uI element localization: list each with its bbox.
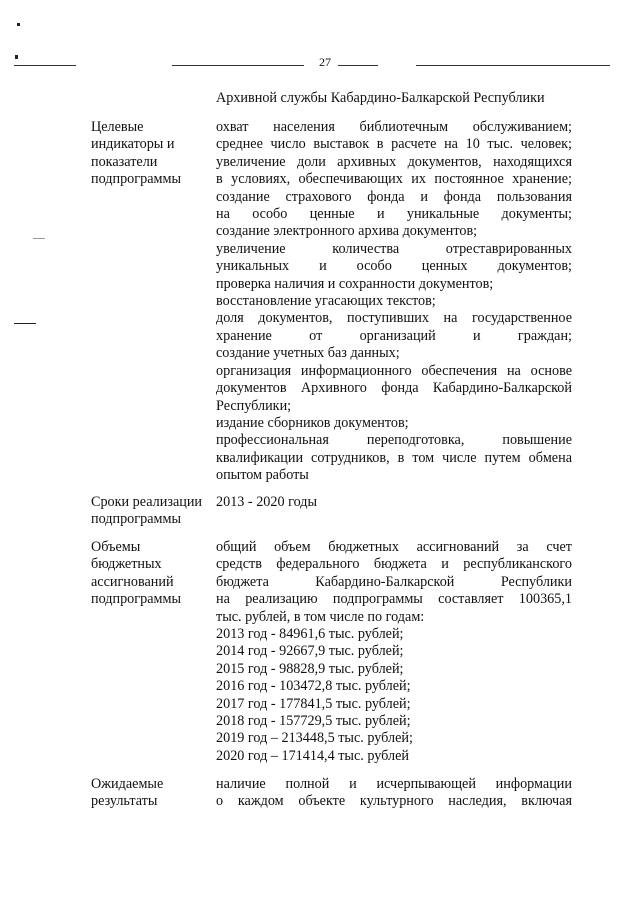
text-line: квалификации сотрудников, в том числе путем обмена [216, 449, 572, 466]
text-line: 2013 - 2020 годы [216, 494, 318, 510]
text-line: средств федерального бюджета и республиканского [216, 556, 572, 573]
text-line: увеличение количества отреставрированных [216, 240, 572, 257]
row-label [91, 494, 213, 529]
row-content [216, 494, 572, 511]
text-line: подпрограммы [91, 171, 181, 188]
continuation-text: Архивной службы Кабардино-Балкарской Республики [216, 90, 545, 106]
text-line: 2016 год - 103472,8 тыс. рублей; [216, 678, 411, 695]
text-line: создание страхового фонда и фонда пользования [216, 188, 572, 205]
scan-mark [17, 23, 20, 26]
text-line: 2014 год - 92667,9 тыс. рублей; [216, 643, 404, 660]
text-line: Объемы [91, 539, 141, 555]
scan-mark [33, 238, 45, 239]
text-line: создание учетных баз данных; [216, 345, 400, 362]
row-content [216, 539, 572, 765]
text-line: хранение от организаций и граждан; [216, 327, 572, 344]
text-line: Сроки реализации [91, 494, 203, 510]
text-line: результаты [91, 793, 158, 810]
text-line: в условиях, обеспечивающих их постоянное хранение; [216, 171, 572, 188]
text-line: документов Архивного фонда Кабардино-Балкарской [216, 380, 572, 397]
text-line: о каждом объекте культурного наследия, включая [216, 793, 572, 810]
text-line: 2018 год - 157729,5 тыс. рублей; [216, 713, 411, 730]
text-line: среднее число выставок в расчете на 10 тыс. человек; [216, 136, 572, 153]
row-label [91, 776, 213, 811]
text-line: создание электронного архива документов; [216, 223, 478, 240]
text-line: опытом работы [216, 467, 309, 484]
text-line: 2013 год - 84961,6 тыс. рублей; [216, 626, 404, 643]
text-line: 2019 год – 213448,5 тыс. рублей; [216, 730, 413, 747]
text-line: уникальных и особо ценных документов; [216, 258, 572, 275]
row-content [216, 776, 572, 811]
text-line: Целевые [91, 119, 144, 135]
text-line: наличие полной и исчерпывающей информации [216, 776, 572, 792]
text-line: 2017 год - 177841,5 тыс. рублей; [216, 695, 411, 712]
text-line: на реализацию подпрограммы составляет 100365,1 [216, 591, 572, 608]
header-rule [416, 65, 610, 66]
header-rule [338, 65, 378, 66]
text-line: издание сборников документов; [216, 414, 409, 431]
text-line: Республики; [216, 397, 292, 414]
text-line: индикаторы и [91, 136, 175, 153]
header-rule [172, 65, 304, 66]
text-line: Ожидаемые [91, 776, 164, 792]
text-line: охват населения библиотечным обслуживанием; [216, 119, 572, 135]
text-line: бюджета Кабардино-Балкарской Республики [216, 573, 572, 590]
text-line: ассигнований [91, 573, 174, 590]
text-line: 2020 год – 171414,4 тыс. рублей [216, 747, 409, 764]
text-line: организация информационного обеспечения на основе [216, 362, 572, 379]
text-line: увеличение доли архивных документов, находящихся [216, 153, 572, 170]
row-label [91, 119, 213, 189]
text-line: бюджетных [91, 556, 162, 573]
text-line: общий объем бюджетных ассигнований за счет [216, 539, 572, 555]
text-line: подпрограммы [91, 591, 181, 608]
text-line: подпрограммы [91, 511, 181, 528]
text-line: тыс. рублей, в том числе по годам: [216, 608, 425, 625]
text-line: показатели [91, 153, 158, 170]
scan-mark [14, 323, 36, 324]
text-line: восстановление угасающих текстов; [216, 293, 436, 310]
scan-mark [15, 55, 18, 59]
row-content [216, 119, 572, 485]
text-line: проверка наличия и сохранности документов; [216, 275, 494, 292]
text-line: профессиональная переподготовка, повышение [216, 432, 572, 449]
text-line: 2015 год - 98828,9 тыс. рублей; [216, 660, 404, 677]
row-label [91, 539, 213, 609]
header-rule [14, 65, 76, 66]
text-line: доля документов, поступивших на государственное [216, 310, 572, 327]
page-number: 27 [319, 55, 331, 69]
text-line: на особо ценные и уникальные документы; [216, 206, 572, 223]
